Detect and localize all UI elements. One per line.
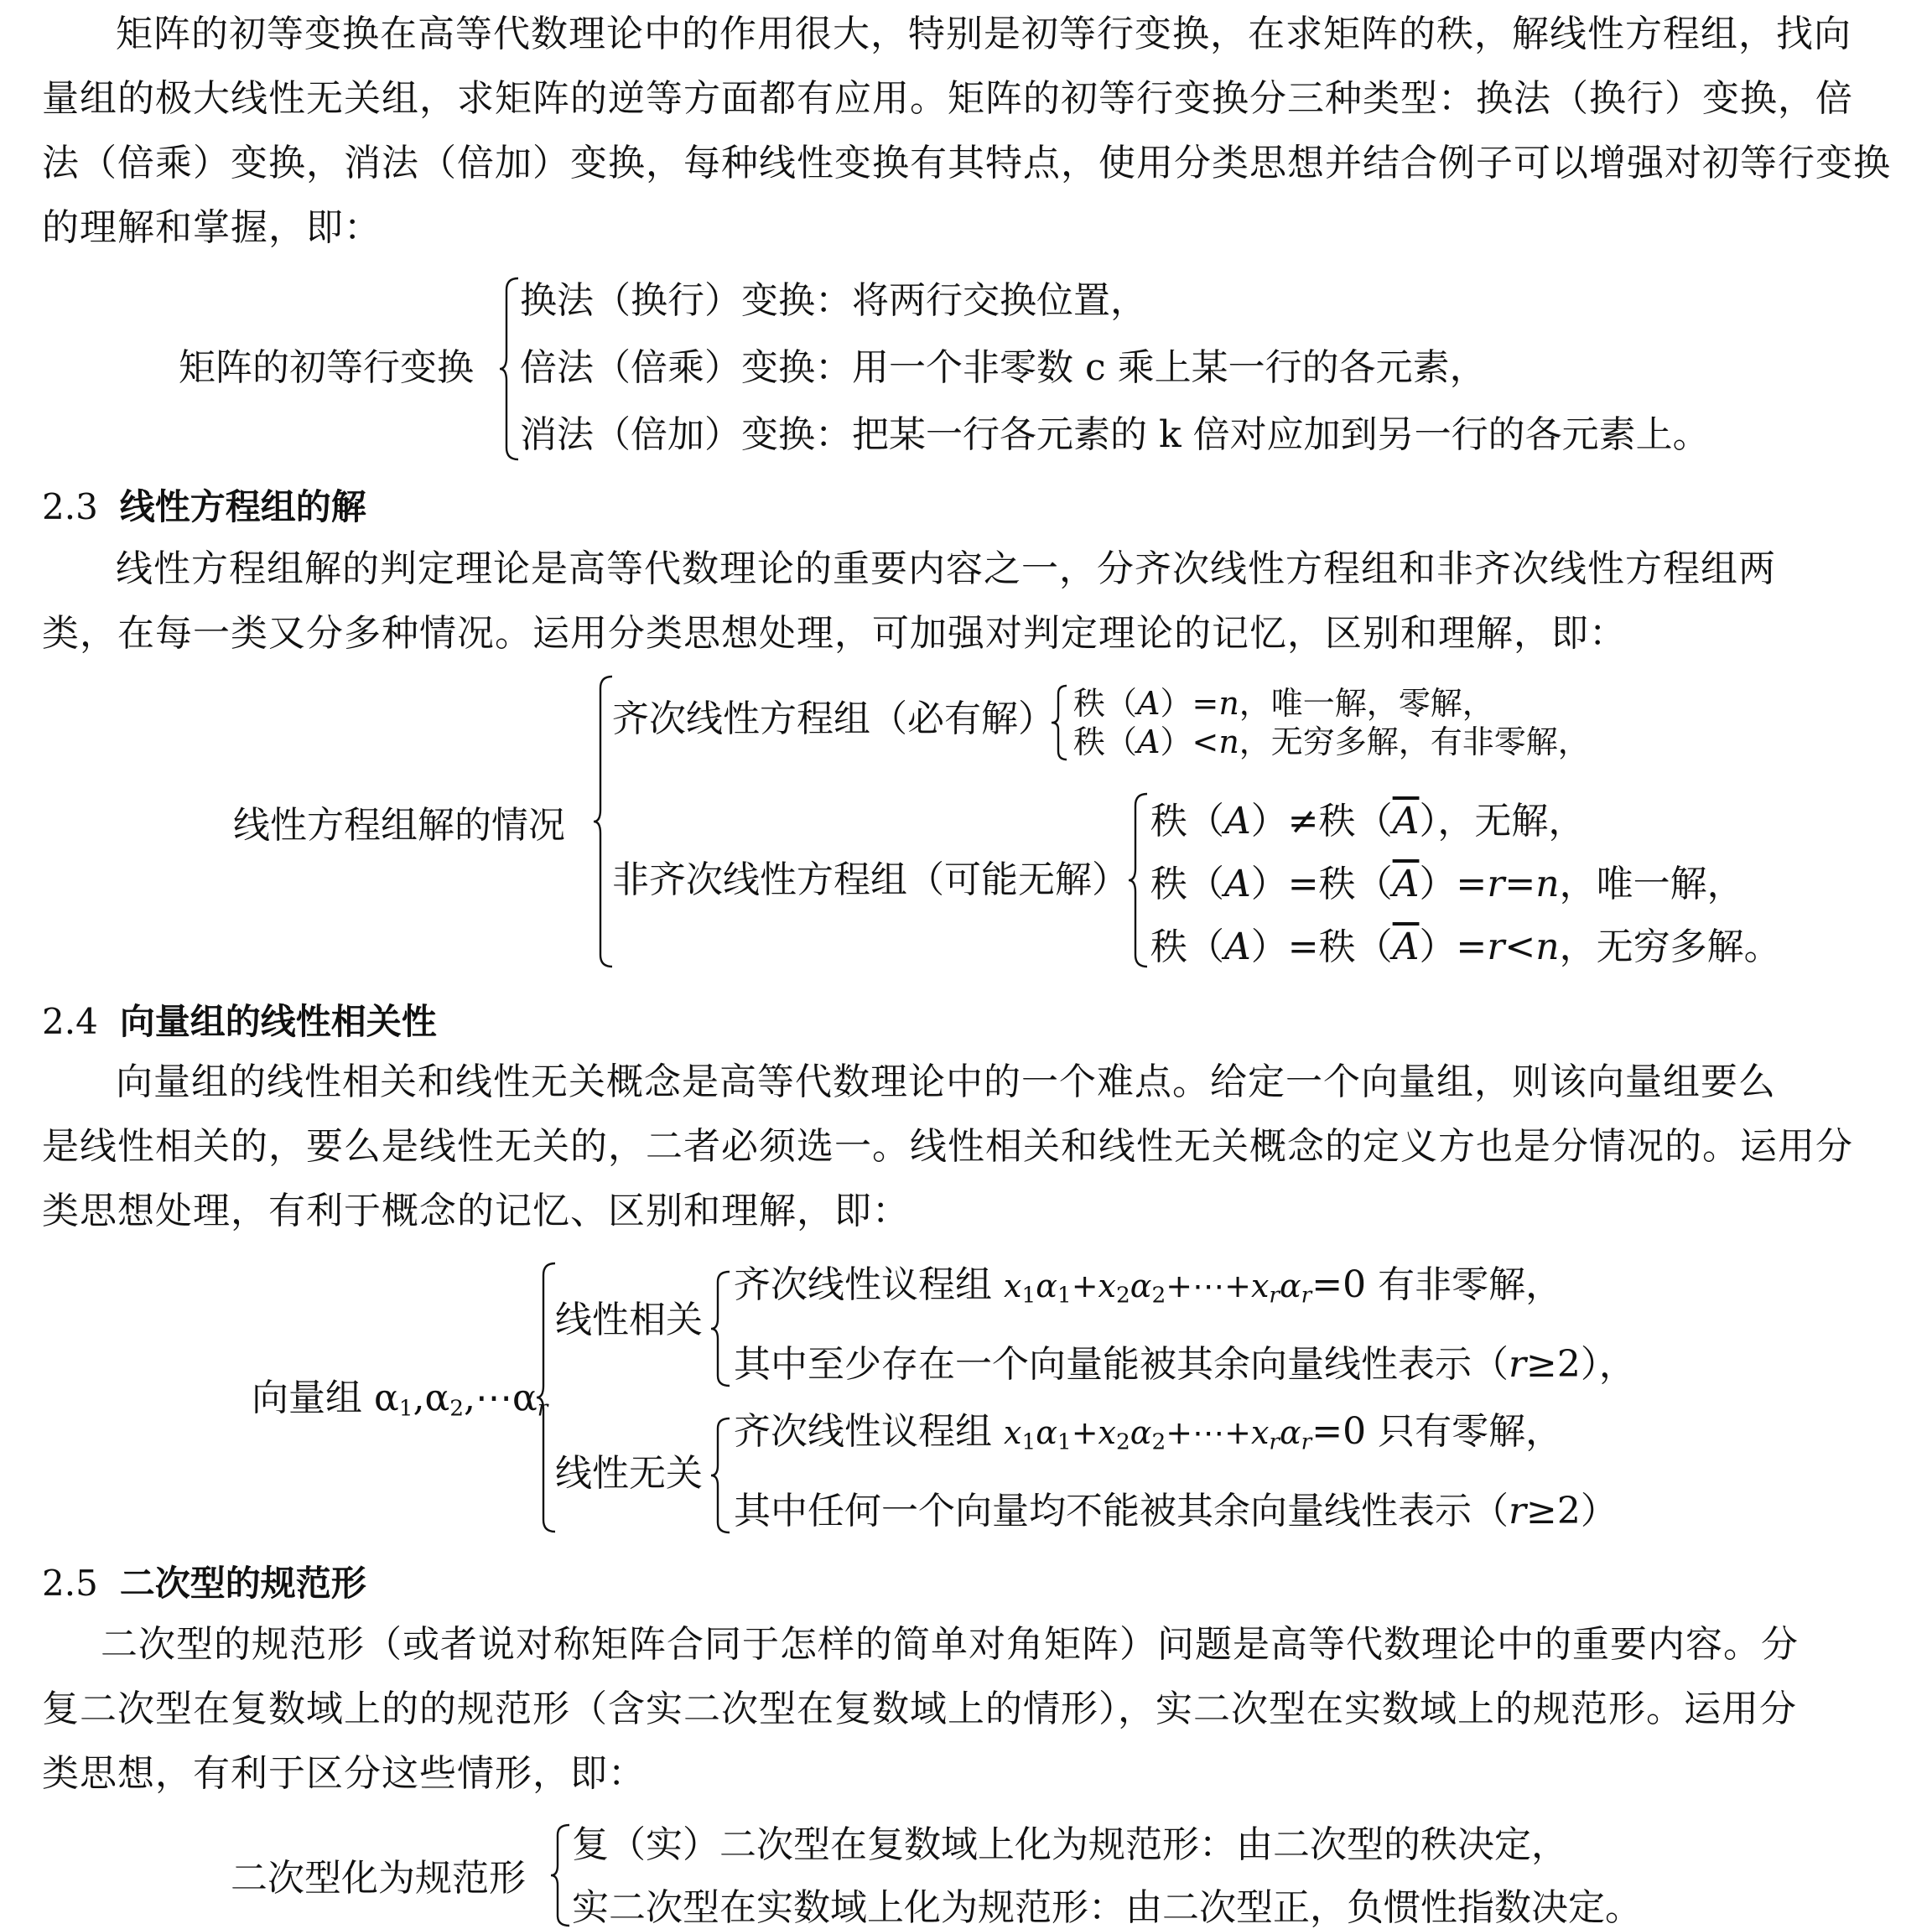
homogeneous-case-infinite: 秩（A）<n，无穷多解，有非零解，	[1073, 723, 1590, 760]
independent-label: 线性无关	[555, 1452, 703, 1495]
independent-equation: 齐次线性议程组 $x_1\alpha_1+x_2\alpha_2+\cdots+x_r\alpha_r=0$ 只有零解，	[734, 1410, 1563, 1455]
text-line: 线性方程组解的判定理论是高等代数理论的重要内容之一，分齐次线性方程组和非齐次线性方程组两	[116, 547, 1776, 590]
dependent-label: 线性相关	[555, 1299, 703, 1341]
quadratic-real-case: 实二次型在实数域上化为规范形：由二次型正，负惯性指数决定。	[572, 1886, 1642, 1929]
diagram-root-label: 二次型化为规范形	[231, 1857, 526, 1900]
paragraph-row-operations	[42, 2, 1891, 260]
left-brace-icon	[1052, 684, 1072, 761]
quadratic-complex-case: 复（实）二次型在复数域上化为规范形：由二次型的秩决定，	[572, 1823, 1568, 1866]
dependent-equation: 齐次线性议程组 $x_1\alpha_1+x_2\alpha_2+\cdots+x_r\alpha_r=0$ 有非零解，	[734, 1263, 1563, 1309]
diagram-root-label: 向量组 $\alpha_1,\alpha_2,\cdots\alpha_r$	[252, 1377, 548, 1422]
paragraph-linear-equations	[42, 537, 1878, 666]
nonhomogeneous-case-none: 秩（A）≠秩$(\overline{A})$，无解，	[1150, 800, 1586, 843]
row-op-swap: 换法（换行）变换：将两行交换位置，	[520, 279, 1147, 322]
left-brace-icon	[711, 1417, 736, 1534]
section-heading-2-4	[42, 994, 437, 1045]
nonhomogeneous-case-unique: 秩（A）=秩$(\overline{A})=r=n$，唯一解，	[1150, 863, 1744, 905]
paragraph-vectors	[42, 1050, 1878, 1243]
text-line: 复二次型在复数域上的的规范形（含实二次型在复数域上的情形），实二次型在实数域上的规范形。运用分	[42, 1688, 1797, 1730]
homogeneous-label: 齐次线性方程组（必有解）	[612, 697, 1055, 740]
text-line: 的理解和掌握，即：	[42, 206, 382, 249]
section-title: 二次型的规范形	[119, 1563, 366, 1604]
section-number: 2.4	[42, 1001, 98, 1042]
section-number: 2.5	[42, 1563, 98, 1604]
diagram-root-label: 线性方程组解的情况	[233, 804, 565, 847]
diagram-root-label: 矩阵的初等行变换	[179, 346, 474, 389]
text-line: 量组的极大线性无关组，求矩阵的逆等方面都有应用。矩阵的初等行变换分三种类型：换法（换行）变换，倍	[42, 77, 1853, 120]
text-line: 法（倍乘）变换，消法（倍加）变换，每种线性变换有其特点，使用分类思想并结合例子可以增强对初等行变换	[42, 142, 1891, 184]
section-title: 向量组的线性相关性	[119, 1001, 437, 1042]
text-line: 向量组的线性相关和线性无关概念是高等代数理论中的一个难点。给定一个向量组，则该向量组要么	[116, 1060, 1776, 1103]
left-brace-icon	[711, 1270, 736, 1387]
section-heading-2-5	[42, 1556, 366, 1606]
section-title: 线性方程组的解	[119, 486, 366, 527]
section-heading-2-3	[42, 480, 366, 530]
nonhomogeneous-case-infinite: 秩（A）=秩$(\overline{A})=r<n$，无穷多解。	[1150, 926, 1781, 968]
paragraph-quadratic	[42, 1612, 1878, 1806]
text-line: 二次型的规范形（或者说对称矩阵合同于怎样的简单对角矩阵）问题是高等代数理论中的重要内容。分	[101, 1623, 1799, 1666]
text-line: 矩阵的初等变换在高等代数理论中的作用很大，特别是初等行变换，在求矩阵的秩，解线性方程组，找向	[116, 13, 1852, 55]
text-line: 类思想处理，有利于概念的记忆、区别和理解，即：	[42, 1190, 910, 1232]
row-op-add: 消法（倍加）变换：把某一行各元素的 k 倍对应加到另一行的各元素上。	[520, 413, 1710, 456]
row-op-scale: 倍法（倍乘）变换：用一个非零数 c 乘上某一行的各元素，	[520, 346, 1487, 389]
text-line: 是线性相关的，要么是线性无关的，二者必须选一。线性相关和线性无关概念的定义方也是分情况的。运用分	[42, 1125, 1853, 1168]
homogeneous-case-unique: 秩（A）=n，唯一解，零解，	[1073, 685, 1494, 722]
dependent-representation: 其中至少存在一个向量能被其余向量线性表示（r≥2），	[734, 1343, 1636, 1386]
section-number: 2.3	[42, 486, 98, 527]
text-line: 类，在每一类又分多种情况。运用分类思想处理，可加强对判定理论的记忆，区别和理解，即：	[42, 612, 1627, 655]
independent-representation: 其中任何一个向量均不能被其余向量线性表示（r≥2）	[734, 1490, 1618, 1532]
text-line: 类思想，有利于区分这些情形，即：	[42, 1752, 646, 1795]
nonhomogeneous-label: 非齐次线性方程组（可能无解）	[612, 858, 1129, 901]
